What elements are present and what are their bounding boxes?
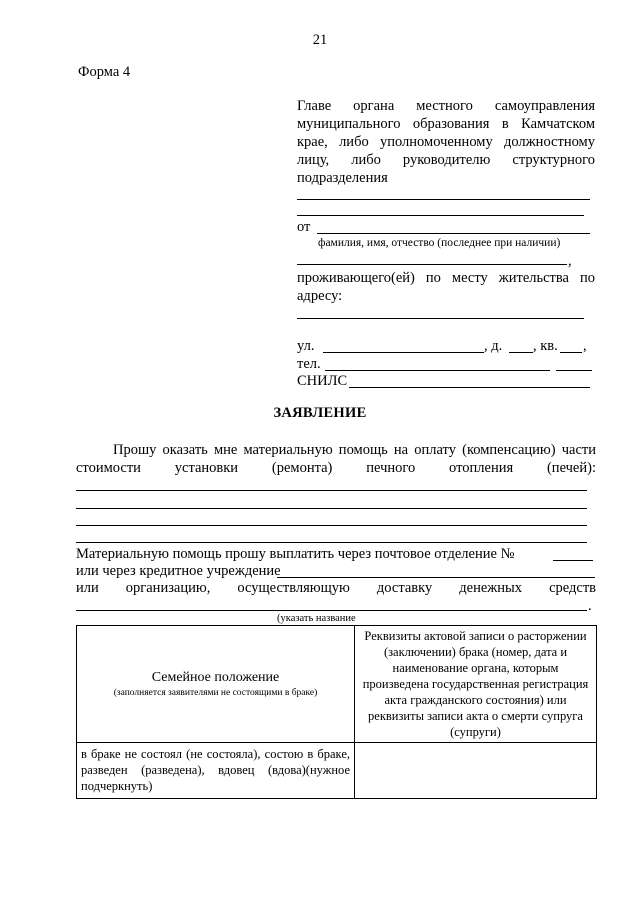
post-office-field[interactable] — [553, 560, 593, 561]
form-label: Форма 4 — [78, 64, 131, 80]
payment-line-1: Материальную помощь прошу выплатить через почтовое отделение № — [76, 546, 515, 562]
request-line-1: Прошу оказать мне материальную помощь на оплату (компенсацию) части — [113, 442, 596, 458]
blank-line[interactable] — [297, 215, 584, 216]
organization-field[interactable] — [76, 610, 587, 611]
address-line[interactable] — [297, 318, 584, 319]
reason-line[interactable] — [76, 508, 587, 509]
fio-caption: фамилия, имя, отчество (последнее при наличии) — [318, 237, 561, 249]
header-record-details: Реквизиты актовой записи о расторжении (заключении) брака (номер, дата и наименование органа, которым произведена государственная регистрация акта гражданского состояния) или реквизиты записи акта о смерти супруга (супруги) — [355, 626, 597, 743]
payment-line-2: или через кредитное учреждение — [76, 563, 281, 579]
payment-line-3: или организацию, осуществляющую доставку денежных средств — [76, 580, 596, 596]
bank-field[interactable] — [277, 577, 595, 578]
apt-end-comma: , — [583, 338, 587, 354]
street-label: ул. — [297, 338, 315, 354]
addressee-line: муниципального образования в Камчатском — [297, 116, 595, 132]
blank-line[interactable] — [297, 199, 590, 200]
page-number: 21 — [312, 32, 328, 48]
marital-status-options[interactable]: в браке не состоял (не состояла), состою в браке, разведен (разведена), вдовец (вдова)(нужное подчеркнуть) — [77, 743, 355, 799]
house-label: , д. — [484, 338, 503, 354]
reason-line[interactable] — [76, 542, 587, 543]
reason-line[interactable] — [76, 490, 587, 491]
residing-line-2: адресу: — [297, 288, 343, 304]
table-row — [77, 626, 597, 743]
house-field[interactable] — [509, 352, 533, 353]
period: . — [588, 598, 592, 614]
addressee-line: лицу, либо руководителю структурного — [297, 152, 595, 168]
residing-line-1: проживающего(ей) по месту жительства по — [297, 270, 595, 286]
addressee-line: крае, либо уполномоченному должностному — [297, 134, 595, 150]
apt-label: , кв. — [533, 338, 558, 354]
request-line-2: стоимости установки (ремонта) печного отопления (печей): — [76, 460, 596, 476]
applicant-name-line-2[interactable] — [297, 264, 567, 265]
marital-status-table — [76, 625, 597, 799]
from-label: от — [297, 219, 311, 235]
snils-label: СНИЛС — [297, 373, 348, 389]
header-marital-status — [77, 626, 355, 743]
organization-caption: (указать название — [277, 613, 356, 624]
document-title: ЗАЯВЛЕНИЕ — [273, 405, 367, 421]
apt-field[interactable] — [560, 352, 582, 353]
addressee-line: Главе органа местного самоуправления — [297, 98, 595, 114]
addressee-block — [297, 97, 595, 187]
trailing-comma: , — [568, 253, 572, 269]
phone-label: тел. — [297, 356, 321, 372]
applicant-name-line[interactable] — [317, 233, 590, 234]
table-row — [77, 743, 597, 799]
phone-field[interactable] — [325, 370, 550, 371]
phone-field-2[interactable] — [556, 370, 592, 371]
snils-field[interactable] — [349, 387, 590, 388]
header-left-note: (заполняется заявителями не состоящими в браке) — [113, 688, 318, 698]
street-field[interactable] — [323, 352, 484, 353]
reason-line[interactable] — [76, 525, 587, 526]
header-left-title: Семейное положение — [151, 670, 280, 685]
record-details-cell[interactable] — [355, 743, 597, 799]
addressee-line: подразделения — [297, 170, 388, 186]
